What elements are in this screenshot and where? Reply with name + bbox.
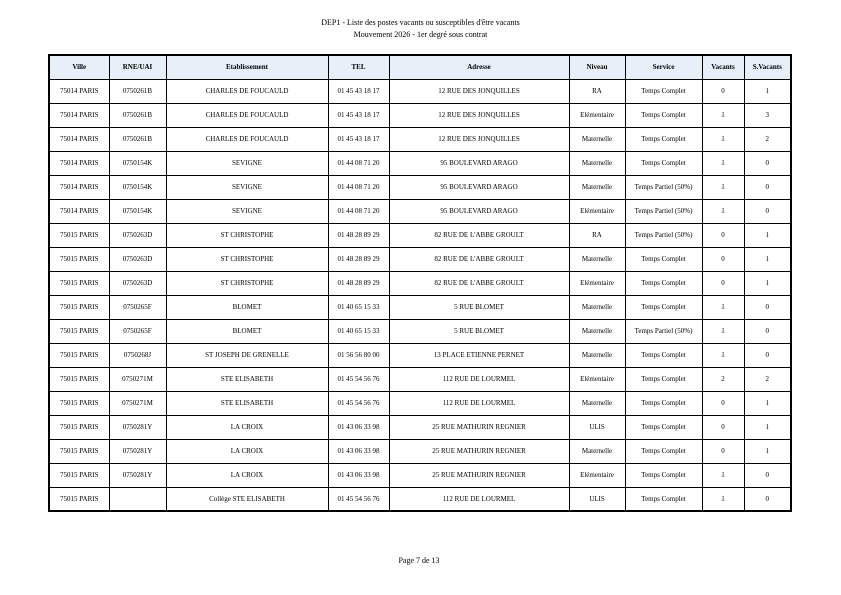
positions-table [48, 54, 792, 512]
column-header-service: Service [625, 55, 702, 79]
table-row [49, 343, 791, 367]
cell-niveau: Maternelle [569, 151, 625, 175]
cell-adresse: 12 RUE DES JONQUILLES [389, 103, 569, 127]
cell-adresse: 5 RUE BLOMET [389, 319, 569, 343]
cell-adresse: 82 RUE DE L'ABBE GROULT [389, 223, 569, 247]
cell-niveau: ULIS [569, 487, 625, 511]
cell-s-vacants: 0 [744, 319, 791, 343]
cell-s-vacants: 1 [744, 79, 791, 103]
cell-niveau: RA [569, 223, 625, 247]
table-row [49, 79, 791, 103]
cell-rne-uai: 0750261B [109, 103, 166, 127]
cell-service: Temps Complet [625, 103, 702, 127]
cell-adresse: 12 RUE DES JONQUILLES [389, 79, 569, 103]
cell-etablissement: BLOMET [166, 319, 328, 343]
cell-rne-uai [109, 487, 166, 511]
cell-adresse: 25 RUE MATHURIN REGNIER [389, 463, 569, 487]
cell-etablissement: STE ELISABETH [166, 367, 328, 391]
cell-niveau: Maternelle [569, 319, 625, 343]
cell-s-vacants: 1 [744, 223, 791, 247]
cell-s-vacants: 1 [744, 415, 791, 439]
cell-vacants: 1 [702, 127, 744, 151]
cell-vacants: 1 [702, 343, 744, 367]
cell-s-vacants: 1 [744, 391, 791, 415]
cell-s-vacants: 1 [744, 439, 791, 463]
cell-service: Temps Complet [625, 391, 702, 415]
cell-tel: 01 43 06 33 98 [328, 415, 389, 439]
cell-ville: 75015 PARIS [49, 247, 109, 271]
cell-adresse: 25 RUE MATHURIN REGNIER [389, 439, 569, 463]
page-number: Page 7 de 13 [398, 556, 440, 565]
table-row [49, 199, 791, 223]
cell-niveau: Elémentaire [569, 463, 625, 487]
cell-adresse: 12 RUE DES JONQUILLES [389, 127, 569, 151]
cell-s-vacants: 0 [744, 463, 791, 487]
cell-vacants: 1 [702, 199, 744, 223]
cell-vacants: 0 [702, 391, 744, 415]
table-row [49, 223, 791, 247]
cell-rne-uai: 0750261B [109, 79, 166, 103]
cell-service: Temps Complet [625, 151, 702, 175]
cell-s-vacants: 0 [744, 487, 791, 511]
cell-service: Temps Complet [625, 463, 702, 487]
cell-s-vacants: 0 [744, 199, 791, 223]
cell-etablissement: LA CROIX [166, 415, 328, 439]
cell-vacants: 0 [702, 79, 744, 103]
cell-etablissement: LA CROIX [166, 439, 328, 463]
cell-vacants: 1 [702, 463, 744, 487]
table-row [49, 415, 791, 439]
cell-vacants: 1 [702, 295, 744, 319]
document-title [0, 17, 841, 41]
cell-service: Temps Partiel (50%) [625, 319, 702, 343]
cell-service: Temps Complet [625, 295, 702, 319]
cell-ville: 75015 PARIS [49, 415, 109, 439]
column-header-tel: TEL [328, 55, 389, 79]
table-row [49, 439, 791, 463]
cell-tel: 01 48 28 89 29 [328, 247, 389, 271]
cell-s-vacants: 1 [744, 271, 791, 295]
table-header-row [49, 55, 791, 79]
cell-niveau: Maternelle [569, 247, 625, 271]
cell-service: Temps Partiel (50%) [625, 199, 702, 223]
cell-vacants: 0 [702, 415, 744, 439]
cell-etablissement: SEVIGNE [166, 199, 328, 223]
cell-niveau: RA [569, 79, 625, 103]
cell-ville: 75015 PARIS [49, 223, 109, 247]
column-header-vacants: Vacants [702, 55, 744, 79]
cell-rne-uai: 0750268J [109, 343, 166, 367]
cell-ville: 75014 PARIS [49, 151, 109, 175]
cell-tel: 01 56 56 80 00 [328, 343, 389, 367]
table-row [49, 367, 791, 391]
cell-niveau: Maternelle [569, 391, 625, 415]
cell-ville: 75015 PARIS [49, 487, 109, 511]
cell-vacants: 0 [702, 271, 744, 295]
cell-adresse: 95 BOULEVARD ARAGO [389, 151, 569, 175]
cell-ville: 75014 PARIS [49, 175, 109, 199]
cell-vacants: 0 [702, 223, 744, 247]
cell-etablissement: CHARLES DE FOUCAULD [166, 103, 328, 127]
cell-etablissement: SEVIGNE [166, 175, 328, 199]
cell-etablissement: SEVIGNE [166, 151, 328, 175]
column-header-niveau: Niveau [569, 55, 625, 79]
cell-adresse: 25 RUE MATHURIN REGNIER [389, 415, 569, 439]
cell-rne-uai: 0750154K [109, 175, 166, 199]
cell-rne-uai: 0750265F [109, 319, 166, 343]
cell-ville: 75014 PARIS [49, 79, 109, 103]
cell-ville: 75015 PARIS [49, 391, 109, 415]
cell-s-vacants: 1 [744, 247, 791, 271]
cell-tel: 01 45 43 18 17 [328, 127, 389, 151]
cell-niveau: Elémentaire [569, 367, 625, 391]
cell-service: Temps Complet [625, 439, 702, 463]
cell-tel: 01 45 54 56 76 [328, 367, 389, 391]
column-header-adresse: Adresse [389, 55, 569, 79]
cell-adresse: 13 PLACE ETIENNE PERNET [389, 343, 569, 367]
cell-niveau: Elémentaire [569, 199, 625, 223]
cell-s-vacants: 0 [744, 343, 791, 367]
cell-s-vacants: 3 [744, 103, 791, 127]
cell-tel: 01 44 08 71 20 [328, 175, 389, 199]
table-row [49, 103, 791, 127]
cell-rne-uai: 0750271M [109, 367, 166, 391]
cell-etablissement: CHARLES DE FOUCAULD [166, 127, 328, 151]
cell-service: Temps Partiel (50%) [625, 175, 702, 199]
cell-vacants: 0 [702, 247, 744, 271]
cell-etablissement: ST JOSEPH DE GRENELLE [166, 343, 328, 367]
cell-service: Temps Complet [625, 367, 702, 391]
cell-tel: 01 43 06 33 98 [328, 439, 389, 463]
table-row [49, 151, 791, 175]
cell-ville: 75015 PARIS [49, 343, 109, 367]
cell-ville: 75014 PARIS [49, 199, 109, 223]
cell-vacants: 1 [702, 151, 744, 175]
cell-etablissement: ST CHRISTOPHE [166, 271, 328, 295]
cell-vacants: 1 [702, 487, 744, 511]
cell-niveau: Elémentaire [569, 271, 625, 295]
table-row [49, 487, 791, 511]
cell-niveau: ULIS [569, 415, 625, 439]
cell-ville: 75014 PARIS [49, 103, 109, 127]
table-body [49, 79, 791, 511]
cell-vacants: 2 [702, 367, 744, 391]
cell-etablissement: Collège STE ELISABETH [166, 487, 328, 511]
cell-tel: 01 44 08 71 20 [328, 151, 389, 175]
cell-service: Temps Complet [625, 343, 702, 367]
cell-niveau: Maternelle [569, 295, 625, 319]
cell-rne-uai: 0750281Y [109, 415, 166, 439]
cell-ville: 75015 PARIS [49, 295, 109, 319]
cell-tel: 01 40 65 15 33 [328, 319, 389, 343]
column-header-etablissement: Etablissement [166, 55, 328, 79]
cell-ville: 75014 PARIS [49, 127, 109, 151]
cell-tel: 01 45 43 18 17 [328, 79, 389, 103]
cell-tel: 01 48 28 89 29 [328, 271, 389, 295]
cell-ville: 75015 PARIS [49, 439, 109, 463]
cell-s-vacants: 0 [744, 295, 791, 319]
cell-etablissement: CHARLES DE FOUCAULD [166, 79, 328, 103]
cell-tel: 01 45 54 56 76 [328, 391, 389, 415]
cell-adresse: 112 RUE DE LOURMEL [389, 367, 569, 391]
cell-rne-uai: 0750261B [109, 127, 166, 151]
cell-adresse: 95 BOULEVARD ARAGO [389, 175, 569, 199]
table-row [49, 463, 791, 487]
cell-tel: 01 48 28 89 29 [328, 223, 389, 247]
table-row [49, 319, 791, 343]
table-row [49, 295, 791, 319]
cell-service: Temps Complet [625, 127, 702, 151]
cell-niveau: Maternelle [569, 343, 625, 367]
cell-vacants: 1 [702, 103, 744, 127]
table-row [49, 247, 791, 271]
cell-rne-uai: 0750263D [109, 271, 166, 295]
cell-s-vacants: 0 [744, 175, 791, 199]
column-header-s-vacants: S.Vacants [744, 55, 791, 79]
cell-vacants: 1 [702, 175, 744, 199]
column-header-ville: Ville [49, 55, 109, 79]
cell-s-vacants: 2 [744, 127, 791, 151]
cell-etablissement: ST CHRISTOPHE [166, 223, 328, 247]
table-row [49, 271, 791, 295]
cell-tel: 01 44 08 71 20 [328, 199, 389, 223]
cell-etablissement: BLOMET [166, 295, 328, 319]
cell-ville: 75015 PARIS [49, 271, 109, 295]
cell-niveau: Elémentaire [569, 103, 625, 127]
table-row [49, 175, 791, 199]
cell-rne-uai: 0750154K [109, 199, 166, 223]
cell-ville: 75015 PARIS [49, 367, 109, 391]
cell-s-vacants: 0 [744, 151, 791, 175]
cell-rne-uai: 0750154K [109, 151, 166, 175]
cell-niveau: Maternelle [569, 175, 625, 199]
title-line-1: DEP1 - Liste des postes vacants ou susceptibles d'être vacants [321, 18, 520, 27]
title-line-2: Mouvement 2026 - 1er degré sous contrat [353, 30, 488, 39]
cell-adresse: 82 RUE DE L'ABBE GROULT [389, 271, 569, 295]
cell-adresse: 82 RUE DE L'ABBE GROULT [389, 247, 569, 271]
cell-rne-uai: 0750263D [109, 247, 166, 271]
cell-tel: 01 40 65 15 33 [328, 295, 389, 319]
cell-niveau: Maternelle [569, 127, 625, 151]
cell-rne-uai: 0750265F [109, 295, 166, 319]
cell-vacants: 1 [702, 319, 744, 343]
table-row [49, 391, 791, 415]
cell-service: Temps Complet [625, 271, 702, 295]
cell-service: Temps Complet [625, 487, 702, 511]
cell-adresse: 112 RUE DE LOURMEL [389, 487, 569, 511]
cell-rne-uai: 0750263D [109, 223, 166, 247]
cell-tel: 01 45 43 18 17 [328, 103, 389, 127]
cell-service: Temps Complet [625, 247, 702, 271]
cell-rne-uai: 0750281Y [109, 463, 166, 487]
cell-vacants: 0 [702, 439, 744, 463]
cell-niveau: Maternelle [569, 439, 625, 463]
cell-rne-uai: 0750281Y [109, 439, 166, 463]
column-header-rne-uai: RNE/UAI [109, 55, 166, 79]
cell-ville: 75015 PARIS [49, 319, 109, 343]
cell-adresse: 95 BOULEVARD ARAGO [389, 199, 569, 223]
cell-adresse: 5 RUE BLOMET [389, 295, 569, 319]
cell-tel: 01 45 54 56 76 [328, 487, 389, 511]
cell-service: Temps Complet [625, 415, 702, 439]
cell-etablissement: STE ELISABETH [166, 391, 328, 415]
cell-adresse: 112 RUE DE LOURMEL [389, 391, 569, 415]
cell-s-vacants: 2 [744, 367, 791, 391]
table-row [49, 127, 791, 151]
cell-tel: 01 43 06 33 98 [328, 463, 389, 487]
cell-etablissement: LA CROIX [166, 463, 328, 487]
cell-etablissement: ST CHRISTOPHE [166, 247, 328, 271]
cell-service: Temps Complet [625, 79, 702, 103]
cell-rne-uai: 0750271M [109, 391, 166, 415]
cell-service: Temps Partiel (50%) [625, 223, 702, 247]
cell-ville: 75015 PARIS [49, 463, 109, 487]
